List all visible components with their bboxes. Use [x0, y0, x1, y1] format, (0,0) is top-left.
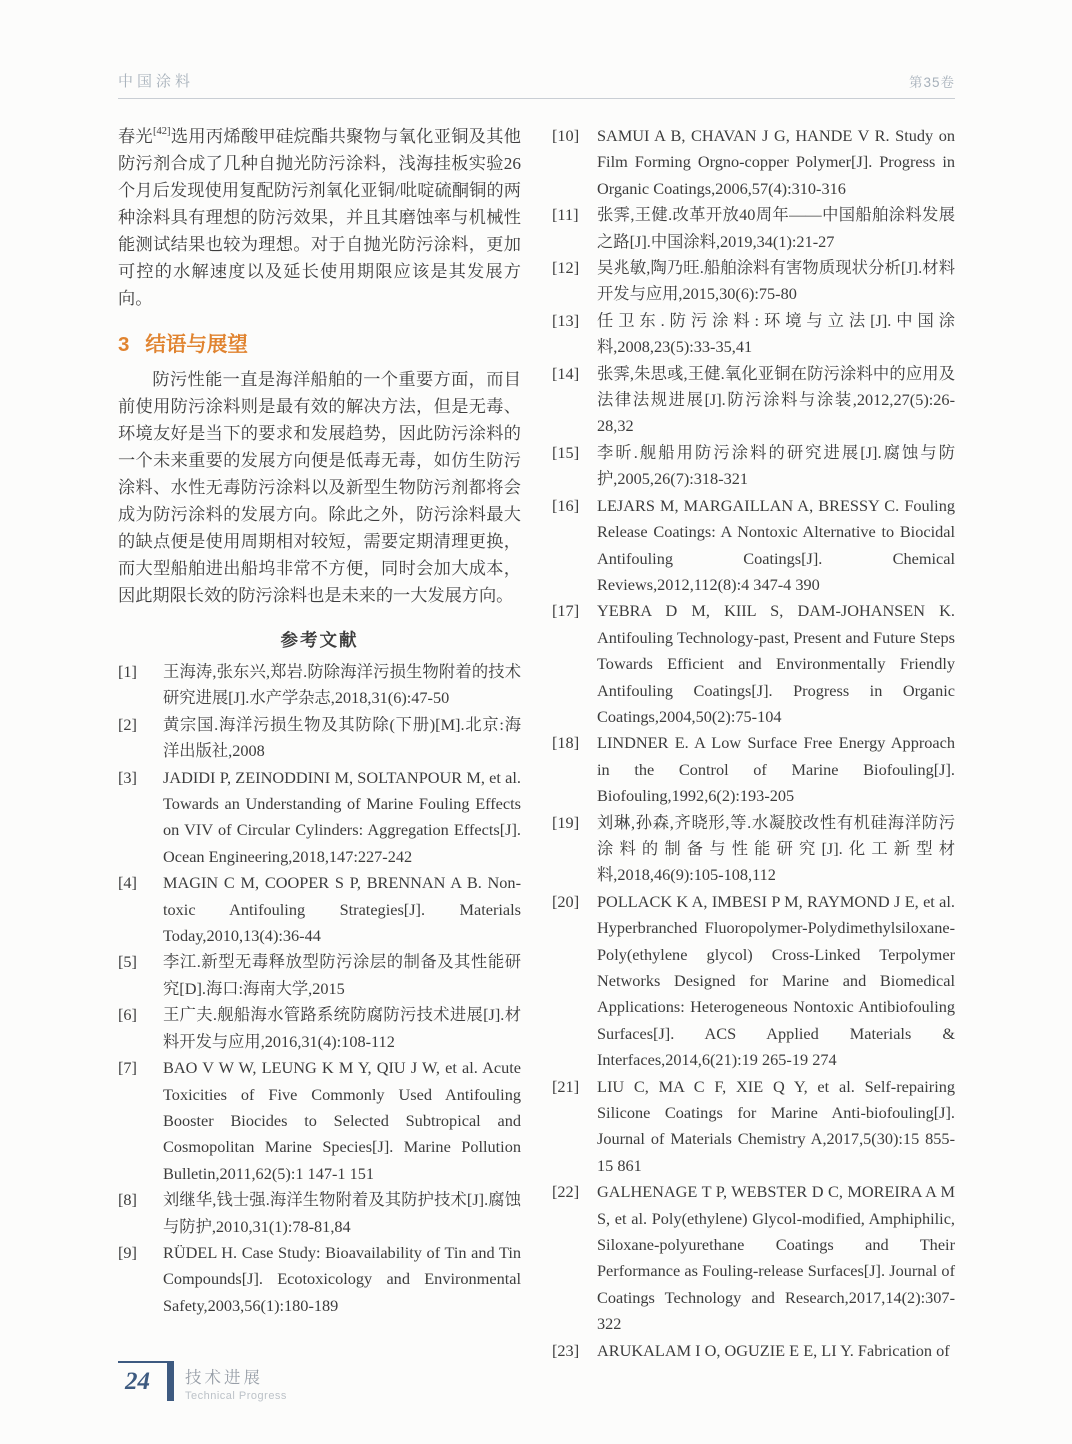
reference-item — [552, 1338, 955, 1364]
reference-text: 刘琳,孙森,齐晓形,等.水凝胶改性有机硅海洋防污涂料的制备与性能研究[J].化工新型材料,2018,46(9):105-108,112 — [597, 812, 955, 885]
reference-text: GALHENAGE T P, WEBSTER D C, MOREIRA A M S, et al. Poly(ethylene) Glycol-modified, Amphiphilic, Siloxane-polyurethane Coatings and Their Performance as Fouling-release Surfaces[J]. Journal of Coatings Technology and Research,2017,14(2):307-322 — [597, 1182, 955, 1334]
reference-number: [22] — [552, 1182, 580, 1202]
reference-item — [552, 1179, 955, 1337]
reference-item — [552, 123, 955, 202]
reference-text: RÜDEL H. Case Study: Bioavailability of Tin and Tin Compounds[J]. Ecotoxicology and Environmental Safety,2003,56(1):180-189 — [163, 1242, 521, 1315]
reference-text: 张霁,朱思彧,王健.氧化亚铜在防污涂料中的应用及法律法规进展[J].防污涂料与涂装,2012,27(5):26-28,32 — [597, 363, 955, 436]
footer-labels — [185, 1361, 287, 1402]
reference-text: 任卫东.防污涂料:环境与立法[J].中国涂料,2008,23(5):33-35,41 — [597, 310, 955, 357]
page-number: 24 — [125, 1368, 150, 1395]
reference-number: [14] — [552, 363, 580, 383]
reference-item — [118, 949, 521, 1002]
footer-section-en: Technical Progress — [185, 1390, 287, 1402]
two-column-body — [118, 123, 955, 1364]
reference-text: YEBRA D M, KIIL S, DAM-JOHANSEN K. Antifouling Technology-past, Present and Future Steps Towards Efficient and Environmentally Friendly Antifouling Coatings[J]. Progress in Organic Coatings,2004,50(2):75-104 — [597, 601, 955, 726]
reference-item — [118, 659, 521, 712]
reference-item — [118, 870, 521, 949]
reference-number: [1] — [118, 662, 137, 681]
intro-text: 选用丙烯酸甲硅烷酯共聚物与氧化亚铜及其他防污剂合成了几种自抛光防污涂料，浅海挂板实验26个月后发现使用复配防污剂氧化亚铜/吡啶硫酮铜的两种涂料具有理想的防污效果，并且其磨蚀率与机械性能测试结果也较为理想。对于自抛光防污涂料，更加可控的水解速度以及延长使用期限应该是其发展方向。 — [118, 127, 521, 308]
reference-item — [552, 308, 955, 361]
reference-text: MAGIN C M, COOPER S P, BRENNAN A B. Non-toxic Antifouling Strategies[J]. Materials Today,2010,13(4):36-44 — [163, 873, 521, 946]
page-footer — [118, 1361, 287, 1402]
reference-number: [20] — [552, 891, 580, 911]
reference-text: LINDNER E. A Low Surface Free Energy Approach in the Control of Marine Biofouling[J]. Biofouling,1992,6(2):193-205 — [597, 733, 955, 806]
reference-number: [2] — [118, 714, 137, 734]
reference-item — [552, 730, 955, 809]
reference-text: JADIDI P, ZEINODDINI M, SOLTANPOUR M, et al. Towards an Understanding of Marine Fouling Effects on VIV of Circular Cylinders: Aggregation Effects[J]. Ocean Engineering,2018,147:227-242 — [163, 767, 521, 866]
page-number-badge — [118, 1361, 174, 1401]
reference-number: [4] — [118, 873, 137, 893]
reference-number: [10] — [552, 126, 580, 145]
reference-number: [15] — [552, 442, 580, 462]
footer-bracket-bar — [167, 1361, 174, 1401]
reference-text: 李江.新型无毒释放型防污涂层的制备及其性能研究[D].海口:海南大学,2015 — [163, 952, 521, 998]
right-column — [552, 123, 955, 1364]
reference-number: [18] — [552, 733, 580, 753]
reference-text: LEJARS M, MARGAILLAN A, BRESSY C. Fouling Release Coatings: A Nontoxic Alternative to Biocidal Antifouling Coatings[J]. Chemical Reviews,2012,112(8):4 347-4 390 — [597, 495, 955, 594]
reference-item — [552, 1074, 955, 1180]
reference-item — [552, 255, 955, 308]
reference-text: ARUKALAM I O, OGUZIE E E, LI Y. Fabrication of — [597, 1340, 950, 1360]
reference-number: [16] — [552, 495, 580, 515]
reference-number: [23] — [552, 1340, 580, 1360]
section-number: 3 — [118, 333, 130, 356]
reference-item — [118, 712, 521, 765]
conclusion-paragraph: 防污性能一直是海洋船舶的一个重要方面，而目前使用防污涂料则是最有效的解决方法，但是无毒、环境友好是当下的要求和发展趋势，因此防污涂料的一个未来重要的发展方向便是低毒无毒，如仿生防污涂料、水性无毒防污涂料以及新型生物防污剂都将会成为防污涂料的发展方向。除此之外，防污涂料最大的缺点便是使用周期相对较短，需要定期清理更换，而大型船舶进出船坞非常不方便，同时会加大成本，因此期限长效的防污涂料也是未来的一大发展方向。 — [118, 370, 521, 605]
reference-text: LIU C, MA C F, XIE Q Y, et al. Self-repairing Silicone Coatings for Marine Anti-biofouling[J]. Journal of Materials Chemistry A,2017,5(30):15 855-15 861 — [597, 1076, 955, 1175]
reference-item — [118, 765, 521, 871]
reference-number: [19] — [552, 812, 580, 832]
reference-number: [11] — [552, 205, 579, 225]
reference-text: BAO V W W, LEUNG K M Y, QIU J W, et al. Acute Toxicities of Five Commonly Used Antifouling Booster Biocides to Selected Subtropical and Cosmopolitan Marine Species[J]. Marine Pollution Bulletin,2011,62(5):1 147-1 151 — [163, 1058, 521, 1183]
reference-text: 吴兆敏,陶乃旺.船舶涂料有害物质现状分析[J].材料开发与应用,2015,30(6):75-80 — [597, 258, 955, 304]
reference-item — [118, 1187, 521, 1240]
reference-item — [552, 202, 955, 255]
footer-section-cn: 技术进展 — [185, 1369, 263, 1387]
reference-item — [552, 361, 955, 440]
reference-item — [552, 889, 955, 1074]
reference-item — [118, 1240, 521, 1319]
journal-title: 中国涂料 — [118, 73, 195, 90]
reference-number: [9] — [118, 1242, 137, 1262]
page-header — [118, 70, 955, 99]
citation-superscript: [42] — [153, 126, 171, 138]
section-heading — [118, 327, 521, 357]
references-list-left — [118, 659, 521, 1319]
intro-prefix: 春光 — [118, 127, 154, 146]
reference-text: 王广夫.舰船海水管路系统防腐防污技术进展[J].材料开发与应用,2016,31(4):108-112 — [163, 1005, 521, 1051]
reference-number: [12] — [552, 258, 580, 278]
reference-number: [21] — [552, 1076, 580, 1096]
reference-item — [552, 493, 955, 599]
section-title: 结语与展望 — [145, 333, 248, 356]
references-title: 参考文献 — [280, 630, 359, 650]
reference-text: 李昕.舰船用防污涂料的研究进展[J].腐蚀与防护,2005,26(7):318-321 — [597, 442, 955, 489]
reference-text: 黄宗国.海洋污损生物及其防除(下册)[M].北京:海洋出版社,2008 — [163, 714, 521, 761]
reference-number: [6] — [118, 1005, 137, 1025]
reference-item — [118, 1055, 521, 1187]
reference-number: [3] — [118, 767, 137, 787]
left-column — [118, 123, 521, 1319]
volume-label: 第35卷 — [908, 75, 955, 90]
reference-item — [552, 440, 955, 493]
reference-text: SAMUI A B, CHAVAN J G, HANDE V R. Study on Film Forming Orgno-copper Polymer[J]. Progress in Organic Coatings,2006,57(4):310-316 — [597, 126, 955, 198]
reference-text: 张霁,王健.改革开放40周年——中国船舶涂料发展之路[J].中国涂料,2019,34(1):21-27 — [597, 205, 955, 251]
reference-item — [118, 1002, 521, 1055]
reference-number: [5] — [118, 952, 137, 972]
reference-text: 王海涛,张东兴,郑岩.防除海洋污损生物附着的技术研究进展[J].水产学杂志,2018,31(6):47-50 — [163, 662, 521, 708]
reference-text: 刘继华,钱士强.海洋生物附着及其防护技术[J].腐蚀与防护,2010,31(1):78-81,84 — [163, 1190, 521, 1236]
reference-number: [7] — [118, 1058, 137, 1078]
reference-text: POLLACK K A, IMBESI P M, RAYMOND J E, et al. Hyperbranched Fluoropolymer-Polydimethylsiloxane-Poly(ethylene glycol) Cross-Linked Terpolymer Networks Designed for Marine and Biomedical Applications: Heterogeneous Nontoxic Antibiofouling Surfaces[J]. ACS Applied Materials & Interfaces,2014,6(21):19 265-19 274 — [597, 891, 955, 1070]
reference-item — [552, 810, 955, 889]
intro-paragraph — [118, 123, 521, 312]
references-list-right — [552, 123, 955, 1364]
reference-number: [13] — [552, 310, 580, 330]
reference-number: [17] — [552, 601, 580, 621]
reference-item — [552, 598, 955, 730]
reference-number: [8] — [118, 1190, 137, 1210]
